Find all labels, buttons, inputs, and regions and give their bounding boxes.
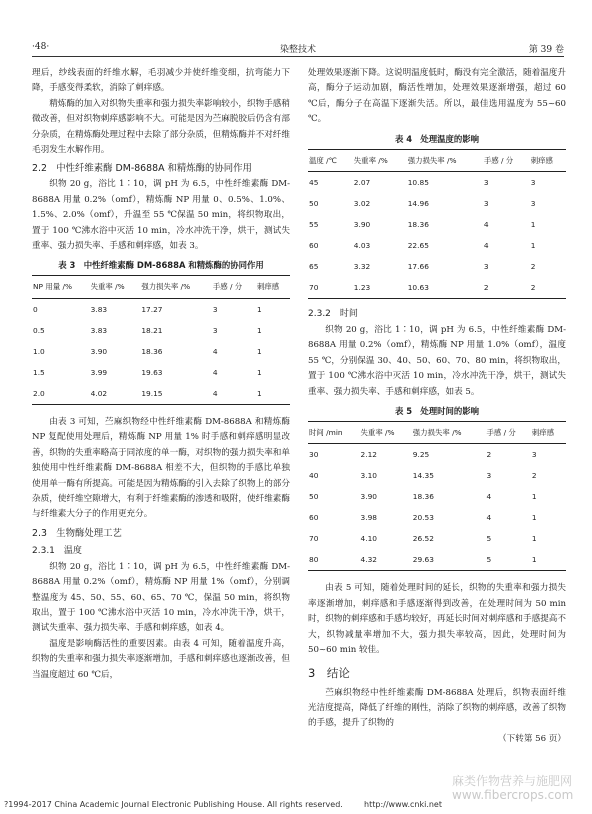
table-row	[32, 362, 290, 383]
table-cell: 1	[530, 219, 536, 229]
paragraph: 织物 20 g，浴比 1∶10，调 pH 为 6.5，中性纤维素酶 DM-8688A 用量 0.2%（omf），精炼酶 NP 用量 0、0.5%、1.0%、1.5%、2.0%（omf），升温至 55 ℃保温 50 min，将织物取出，置于 100 ℃沸水浴中灭活 10 min，冷水冲洗干净，烘干，测试失重率、强力损失率、手感和刺痒感，如表 3。	[32, 179, 290, 252]
table-cell: 4.10	[360, 534, 377, 544]
table-cell: 4	[212, 383, 256, 405]
table-cell: 1.23	[353, 277, 407, 299]
footer-link[interactable]: http://www.cnki.net	[364, 800, 442, 809]
table-cell: 1	[256, 383, 290, 405]
table-4	[308, 149, 566, 299]
table-cell: 3	[483, 177, 489, 187]
section-heading-2-3-1: 2.3.1 温度	[32, 545, 82, 556]
paragraph: 温度是影响酶活性的重要因素。由表 4 可知，随着温度升高，织物的失重率和强力损失率逐渐增加，手感和刺痒感也逐渐改善，但当温度超过 60 ℃后，	[32, 638, 290, 680]
table-row	[308, 507, 566, 528]
table-header-row	[32, 276, 290, 298]
section-heading-2-3: 2.3 生物酶处理工艺	[32, 527, 122, 539]
table-cell: 4	[486, 513, 492, 523]
column-header: 手感 / 分	[212, 276, 256, 298]
page-header	[32, 40, 564, 57]
table-cell: 3.90	[353, 219, 371, 229]
column-header: 刺痒感	[531, 422, 566, 444]
table-cell: 1	[531, 492, 537, 502]
table-cell: 2	[483, 277, 530, 299]
column-header: 失重率 /%	[360, 422, 412, 444]
table-cell: 4.03	[353, 240, 371, 250]
table-cell: 19.63	[141, 367, 163, 377]
column-header: 手感 / 分	[485, 422, 530, 444]
watermark-line: www.fibercrops.com	[452, 788, 574, 802]
section-heading-2-2: 2.2 中性纤维素酶 DM-8688A 和精炼酶的协同作用	[32, 163, 252, 175]
table-5-caption: 表 5 处理时间的影响	[394, 406, 480, 417]
table-cell: 18.36	[407, 219, 429, 229]
volume-label: 第 39 卷	[528, 45, 564, 55]
table-cell: 18.36	[412, 492, 434, 502]
column-header: 时间 /min	[308, 422, 360, 444]
table-cell: 60	[309, 240, 319, 250]
table-cell: 2	[530, 261, 536, 271]
paragraph: 由表 3 可知，苎麻织物经中性纤维素酶 DM-8688A 和精炼酶 NP 复配使用处理后，精炼酶 NP 用量 1% 时手感和刺痒感明显改善，织物的失重率略高于同浓度的单一酶，对织物的强力损失率和单独使用中性纤维素酶 DM-8688A 相差不大，但织物的手感比单独使用单一酶有所提高。可能是因为精炼酶的引入去除了织物上的部分杂质，使纤维空隙增大，有利于纤维素酶的渗透和吸附，使纤维素酶与纤维素大分子的作用更充分。	[32, 416, 290, 520]
table-cell: 20.53	[412, 513, 434, 523]
table-cell: 5	[486, 534, 492, 544]
journal-name: 染整技术	[279, 45, 316, 55]
paragraph: 织物 20 g，浴比 1∶10，调 pH 为 6.5，中性纤维素酶 DM-8688A 用量 0.2%（omf），精炼酶 NP 用量 1%（omf），分别调整温度为 45、50、55、60、65、70 ℃，保温 50 min，将织物取出，置于 100 ℃沸水浴中灭活 10 min，冷水冲洗干净，烘干，测试失重率、强力损失率、手感和刺痒感，如表 4。	[32, 561, 290, 634]
table-cell: 3	[530, 198, 536, 208]
table-cell: 2.0	[32, 383, 90, 405]
table-cell: 4.02	[90, 383, 141, 405]
continued-note: （下转第 56 页）	[498, 733, 566, 744]
table-cell: 3	[212, 325, 218, 335]
table-cell: 1	[531, 534, 537, 544]
table-cell: 2.12	[360, 450, 377, 460]
paragraph: 织物 20 g，浴比 1∶10，调 pH 为 6.5，中性纤维素酶 DM-8688A 用量 0.2%（omf），精炼酶 NP 用量 1.0%（omf），温度 55 ℃，分别保温 30、40、50、60、70、80 min，将织物取出，置于 100 ℃沸水浴中灭活 10 min，冷水冲洗干净，烘干，测试失重率、强力损失率、手感和刺痒感，如表 5。	[308, 325, 566, 397]
table-cell: 50	[309, 492, 319, 502]
table-cell: 1	[256, 346, 262, 356]
table-cell: 3.90	[90, 346, 108, 356]
table-cell: 22.65	[407, 240, 429, 250]
table-cell: 4	[212, 367, 218, 377]
column-header: 强力损失率 /%	[407, 149, 483, 171]
table-header-row	[308, 149, 566, 171]
table-row	[308, 528, 566, 549]
table-row	[32, 320, 290, 341]
table-cell: 2	[530, 277, 566, 299]
table-cell: 1	[531, 549, 566, 571]
table-row	[308, 465, 566, 486]
table-cell: 80	[308, 549, 360, 571]
table-cell: 70	[308, 277, 353, 299]
table-row	[308, 214, 566, 235]
table-cell: 2	[486, 450, 492, 460]
table-cell: 29.63	[412, 549, 486, 571]
table-cell: 45	[309, 177, 319, 187]
table-cell: 17.27	[141, 304, 163, 314]
table-cell: 50	[309, 198, 319, 208]
table-cell: 18.21	[141, 325, 163, 335]
table-cell: 3.90	[360, 492, 377, 502]
table-cell: 3	[530, 177, 536, 187]
table-cell: 2.07	[353, 177, 371, 187]
table-cell: 3.98	[360, 513, 377, 523]
table-cell: 3.32	[353, 261, 371, 271]
table-cell: 1	[256, 304, 262, 314]
table-4-caption: 表 4 处理温度的影响	[394, 133, 480, 144]
copyright-text: ?1994-2017 China Academic Journal Electronic Publishing House. All rights reserved.	[4, 800, 343, 809]
table-cell: 1	[256, 367, 262, 377]
column-header: 强力损失率 /%	[412, 422, 486, 444]
table-cell: 3	[486, 471, 492, 481]
column-header: NP 用量 /%	[32, 276, 90, 298]
table-row	[308, 549, 566, 571]
table-cell: 30	[309, 450, 319, 460]
table-cell: 17.66	[407, 261, 429, 271]
table-cell: 4.32	[360, 549, 412, 571]
table-cell: 3.99	[90, 367, 108, 377]
table-row	[308, 444, 566, 466]
column-header: 失重率 /%	[353, 149, 407, 171]
table-cell: 1.0	[33, 346, 45, 356]
table-cell: 60	[309, 513, 319, 523]
table-cell: 18.36	[141, 346, 163, 356]
column-header: 手感 / 分	[483, 149, 530, 171]
paragraph: 精炼酶的加入对织物失重率和强力损失率影响较小，织物手感稍微改善，但对织物刺痒感影响不大。可能是因为苎麻脱胶后仍含有部分杂质，在精炼酶处理过程中去除了部分杂质，但精炼酶并不对纤维毛羽发生水解作用。	[32, 98, 290, 156]
table-cell: 0	[33, 304, 38, 314]
table-cell: 0.5	[33, 325, 45, 335]
table-cell: 3	[483, 198, 489, 208]
table-row	[308, 193, 566, 214]
table-cell: 14.35	[412, 471, 434, 481]
table-cell: 4	[486, 492, 492, 502]
paragraph: 理后，纱线表面的纤维水解，毛羽减少并使纤维变细，抗弯能力下降，手感变得柔软，消除了刺痒感。	[32, 68, 290, 94]
table-cell: 3	[212, 304, 218, 314]
left-column	[32, 66, 290, 683]
table-cell: 3	[483, 261, 489, 271]
table-cell: 4	[483, 240, 489, 250]
table-cell: 70	[309, 534, 319, 544]
table-cell: 3	[531, 450, 537, 460]
table-cell: 1	[531, 513, 537, 523]
table-cell: 2	[531, 471, 537, 481]
table-cell: 14.96	[407, 198, 429, 208]
column-header: 失重率 /%	[90, 276, 141, 298]
watermark-line: 麻类作物营养与施肥网	[452, 774, 573, 788]
table-row	[32, 298, 290, 320]
table-row	[308, 277, 566, 299]
table-cell: 1	[256, 325, 262, 335]
table-header-row	[308, 422, 566, 444]
table-cell: 65	[309, 261, 319, 271]
table-cell: 3.83	[90, 304, 108, 314]
section-heading-3: 3 结论	[308, 665, 350, 680]
paragraph: 苎麻织物经中性纤维素酶 DM-8688A 处理后，织物表面纤维光洁度提高，降低了纤维的刚性，消除了织物的刺痒感，改善了织物的手感，提升了织物的	[308, 687, 566, 729]
column-header: 刺痒感	[530, 149, 566, 171]
section-heading-2-3-2: 2.3.2 时间	[308, 309, 358, 320]
right-column	[308, 66, 566, 747]
paragraph: 由表 5 可知，随着处理时间的延长，织物的失重率和强力损失率逐渐增加，刺痒感和手感逐渐得到改善，在处理时间为 50 min 时，织物的刺痒感和手感均较好，再延长时间对刺痒感和手感提高不大，织物减量率增加不大，强力损失率较高，因此，处理时间为 50~60 min 较佳。	[308, 583, 566, 656]
table-row	[308, 486, 566, 507]
table-row	[308, 235, 566, 256]
table-cell: 4	[483, 219, 489, 229]
table-cell: 3.10	[360, 471, 377, 481]
table-3	[32, 275, 290, 404]
table-row	[308, 172, 566, 194]
page-number: ·48·	[32, 42, 50, 52]
paragraph: 处理效果逐渐下降。这说明温度低时，酶没有完全激活，随着温度升高，酶分子运动加剧，酶活性增加，处理效果逐渐增强，超过 60 ℃后，酶分子在高温下逐渐失活。所以，最佳选用温度为 55~60 ℃。	[308, 68, 566, 125]
table-cell: 3.83	[90, 325, 108, 335]
column-header: 温度 /℃	[308, 149, 353, 171]
table-row	[32, 383, 290, 405]
table-cell: 10.85	[407, 177, 429, 187]
table-5	[308, 421, 566, 571]
column-header: 强力损失率 /%	[140, 276, 211, 298]
table-cell: 4	[212, 346, 218, 356]
page-footer	[0, 798, 592, 814]
table-cell: 5	[485, 549, 530, 571]
table-row	[308, 256, 566, 277]
table-cell: 10.63	[407, 277, 483, 299]
table-cell: 19.15	[140, 383, 211, 405]
table-row	[32, 341, 290, 362]
table-3-caption: 表 3 中性纤维素酶 DM-8688A 和精炼酶的协同作用	[58, 260, 264, 271]
table-cell: 1.5	[33, 367, 45, 377]
table-cell: 55	[309, 219, 319, 229]
table-cell: 9.25	[412, 450, 430, 460]
table-cell: 1	[530, 240, 536, 250]
column-header: 刺痒感	[256, 276, 290, 298]
table-cell: 26.52	[412, 534, 434, 544]
table-cell: 3.02	[353, 198, 371, 208]
table-cell: 40	[309, 471, 319, 481]
